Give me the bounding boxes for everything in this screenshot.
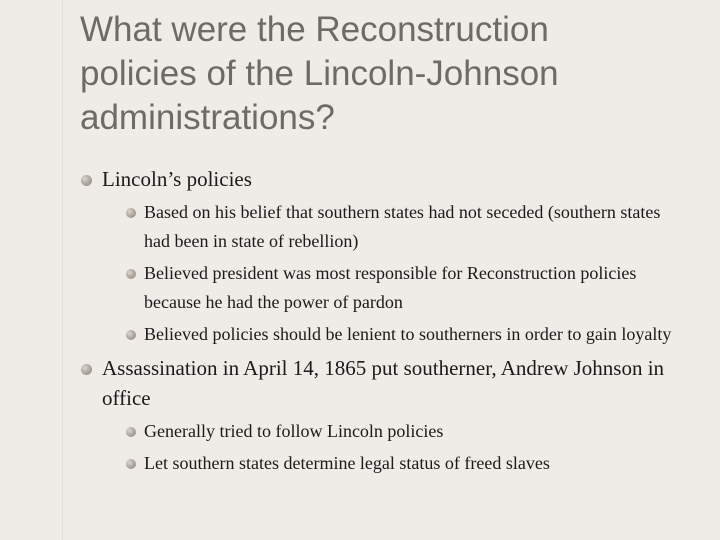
sub-bullet-list: [102, 198, 680, 349]
bullet-list: [80, 164, 680, 478]
sub-bullet-text: Let southern states determine legal status of freed slaves: [144, 453, 550, 473]
sub-bullet-text: Believed policies should be lenient to southerners in order to gain loyalty: [144, 324, 672, 344]
bullet-item: [80, 353, 680, 478]
bullet-icon: [126, 208, 136, 218]
slide-title: [80, 8, 680, 140]
bullet-text: Assassination in April 14, 1865 put southerner, Andrew Johnson in office: [102, 356, 665, 410]
sub-bullet-item: [102, 198, 680, 256]
title-line: policies of the Lincoln-Johnson: [80, 54, 559, 93]
sub-bullet-list: [102, 417, 680, 478]
slide-frame-line: [62, 0, 63, 540]
bullet-icon: [81, 364, 92, 375]
bullet-icon: [126, 427, 136, 437]
sub-bullet-item: [102, 417, 680, 446]
bullet-icon: [81, 175, 92, 186]
bullet-item: [80, 164, 680, 349]
title-line: What were the Reconstruction: [80, 10, 549, 49]
sub-bullet-text: Believed president was most responsible for Reconstruction policies because he had the power of pardon: [144, 263, 637, 312]
sub-bullet-item: [102, 449, 680, 478]
bullet-icon: [126, 459, 136, 469]
sub-bullet-item: [102, 320, 680, 349]
sub-bullet-text: Generally tried to follow Lincoln policies: [144, 421, 444, 441]
slide-body: [80, 164, 680, 482]
sub-bullet-item: [102, 259, 680, 317]
title-line: administrations?: [80, 98, 335, 137]
sub-bullet-text: Based on his belief that southern states had not seceded (southern states had been in state of rebellion): [144, 202, 661, 251]
bullet-icon: [126, 269, 136, 279]
bullet-icon: [126, 330, 136, 340]
bullet-text: Lincoln’s policies: [102, 167, 252, 191]
